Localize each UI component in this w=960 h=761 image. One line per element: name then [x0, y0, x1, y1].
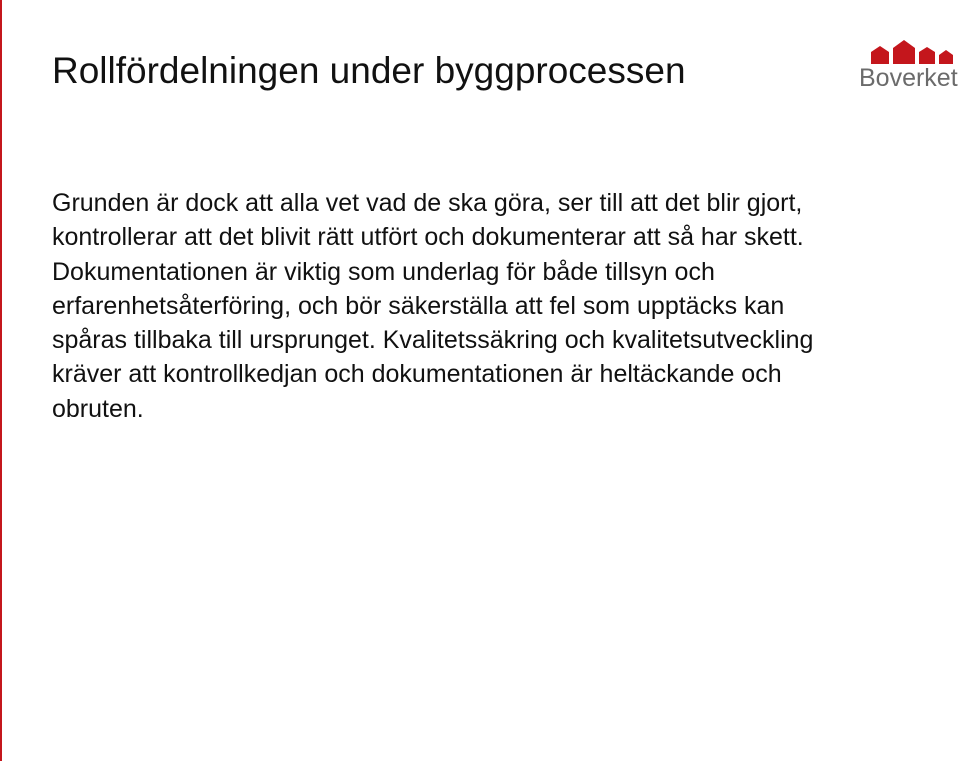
- boverket-logo: [855, 38, 959, 94]
- rooftops-logo-icon: [869, 38, 959, 64]
- left-accent-rule: [0, 0, 2, 761]
- body-line: kräver att kontrollkedjan och dokumentationen är heltäckande och: [52, 360, 782, 389]
- body-line: Dokumentationen är viktig som underlag för både tillsyn och: [52, 257, 715, 286]
- body-paragraph: [52, 186, 932, 426]
- logo-wordmark: Boverket: [859, 64, 958, 92]
- body-line: erfarenhetsåterföring, och bör säkerställa att fel som upptäcks kan: [52, 291, 785, 320]
- body-line: Grunden är dock att alla vet vad de ska göra, ser till att det blir gjort,: [52, 189, 803, 217]
- slide-title: Rollfördelningen under byggprocessen: [52, 50, 686, 91]
- body-line: kontrollerar att det blivit rätt utfört och dokumenterar att så har skett.: [52, 223, 804, 252]
- body-line: spåras tillbaka till ursprunget. Kvalitetssäkring och kvalitetsutveckling: [52, 326, 814, 355]
- body-line: obruten.: [52, 394, 144, 423]
